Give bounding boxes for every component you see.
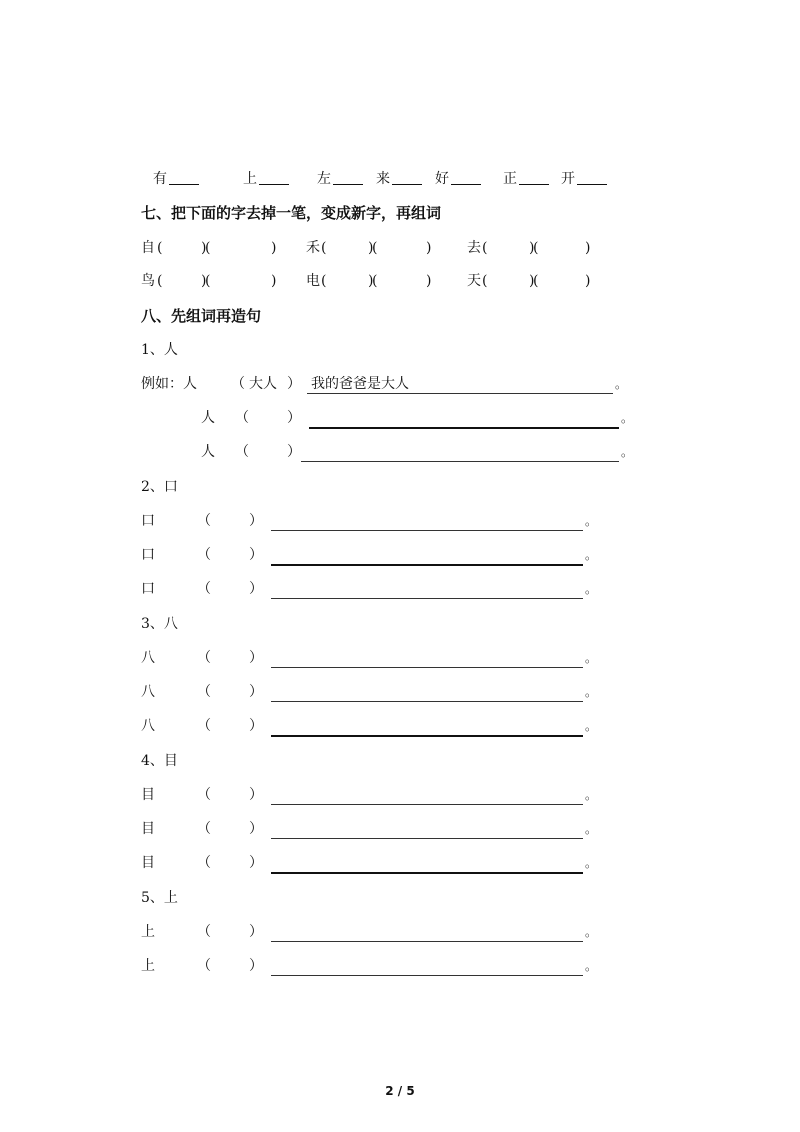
example-underline <box>307 393 613 394</box>
example-sentence: 我的爸爸是大人 <box>311 376 409 392</box>
fill-item: 上 <box>243 168 289 190</box>
sentence-line[interactable] <box>271 530 583 531</box>
fill-item: 开 <box>561 168 607 190</box>
sentence-line[interactable] <box>271 701 583 702</box>
group-label: 5、上 <box>141 890 178 906</box>
sentence-line[interactable] <box>271 667 583 668</box>
group-label: 2、口 <box>141 479 178 495</box>
source-char: 电 <box>306 273 320 289</box>
sentence-line[interactable] <box>271 941 583 942</box>
fill-item: 有 <box>153 168 199 190</box>
fill-blank[interactable] <box>392 168 422 185</box>
fill-blank[interactable] <box>333 168 363 185</box>
sentence-line[interactable] <box>271 838 583 839</box>
worksheet-page: 有 上 左 来 好 正 开 七、把下面的字去掉一笔，变成新字，再组词 自 ( ) ( ) 禾 ( ) ( ) 去 ( ) ( ) 鸟 ( ) ( ) 电 ( ) ( ) 天 ( ) ( ) 八、先组词再造句 1、人 例如：人 （ 大人 ） 我的爸爸是大人 。 人 （ ） 。 人 （ ） 。 2、口 口 （ ） 。 口 （ ） 。 口 （ ） 。 3、八 八 （ ） 。 八 （ ） 。 八 （ ） 。 4、目 目 （ ） 。 目 （ ） 。 目 （ ） 。 5、上 上 （ ） 。 上 （ ） 。 2 / 5 <box>0 0 800 1132</box>
source-char: 天 <box>467 273 481 289</box>
sentence-line[interactable] <box>301 461 619 462</box>
fill-blank[interactable] <box>169 168 199 185</box>
sentence-line[interactable] <box>271 872 583 874</box>
section-7-title: 七、把下面的字去掉一笔，变成新字，再组词 <box>141 204 442 222</box>
sentence-line[interactable] <box>309 427 619 429</box>
sentence-line[interactable] <box>271 975 583 976</box>
group-label: 3、八 <box>141 616 178 632</box>
source-char: 自 <box>141 240 155 256</box>
source-char: 去 <box>467 240 481 256</box>
fill-item: 好 <box>435 168 481 190</box>
fill-item: 左 <box>317 168 363 190</box>
fill-item: 正 <box>503 168 549 190</box>
fill-item: 来 <box>376 168 422 190</box>
fill-blank[interactable] <box>259 168 289 185</box>
fill-blank[interactable] <box>577 168 607 185</box>
fill-blank[interactable] <box>451 168 481 185</box>
group-label: 1、人 <box>141 342 178 358</box>
example-word: 大人 <box>249 376 277 392</box>
sentence-line[interactable] <box>271 735 583 737</box>
page-number: 2 / 5 <box>385 1084 415 1098</box>
fill-blank[interactable] <box>519 168 549 185</box>
sentence-line[interactable] <box>271 804 583 805</box>
section-8-title: 八、先组词再造句 <box>141 307 262 325</box>
group-label: 4、目 <box>141 753 178 769</box>
source-char: 禾 <box>306 240 320 256</box>
source-char: 鸟 <box>141 273 155 289</box>
sentence-line[interactable] <box>271 598 583 599</box>
sentence-line[interactable] <box>271 564 583 566</box>
